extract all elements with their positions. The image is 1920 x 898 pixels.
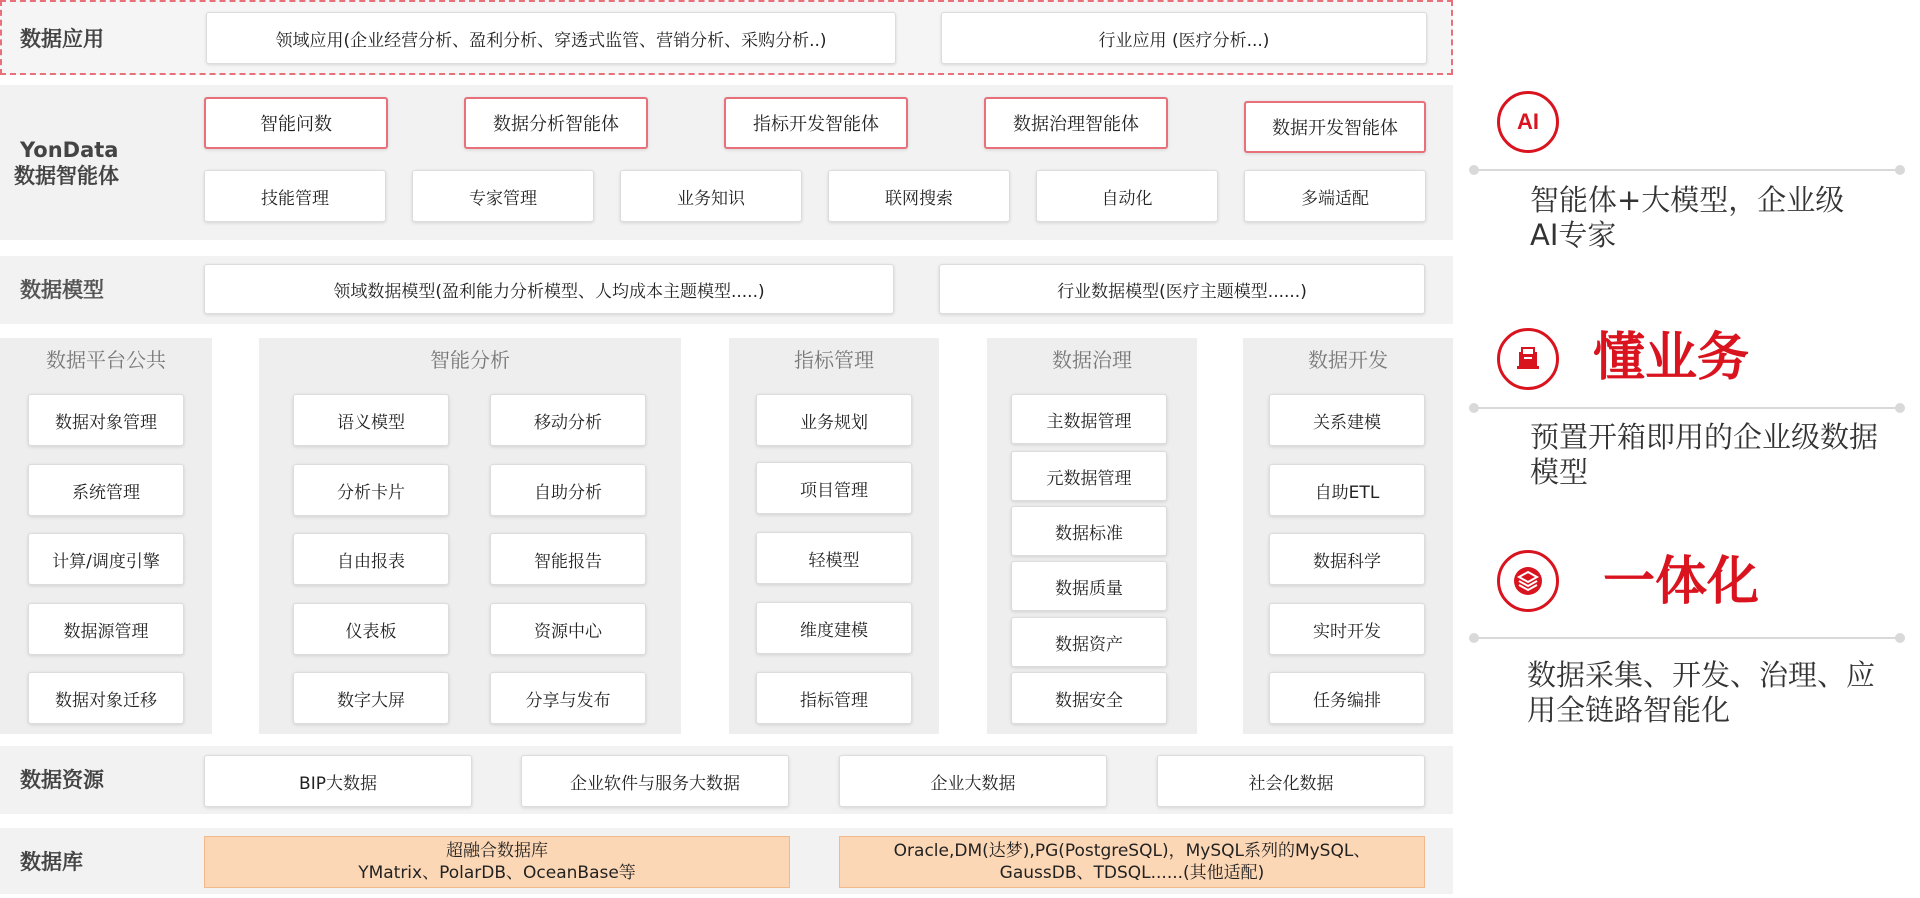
layer-label-line2: 数据智能体: [14, 164, 119, 188]
industry-model-box[interactable]: 行业数据模型(医疗主题模型......): [939, 264, 1425, 314]
feature-desc-line1: 数据采集、开发、治理、应: [1527, 658, 1876, 692]
agent-smart-query[interactable]: 智能问数: [204, 97, 388, 149]
analysis-item[interactable]: 分享与发布: [490, 672, 646, 724]
capability-web-search[interactable]: 联网搜索: [828, 170, 1010, 222]
dev-item[interactable]: 实时开发: [1269, 603, 1425, 655]
platform-item[interactable]: 计算/调度引擎: [28, 533, 184, 585]
metric-item[interactable]: 轻模型: [756, 532, 912, 584]
analysis-item[interactable]: 智能报告: [490, 533, 646, 585]
governance-item[interactable]: 数据标准: [1011, 506, 1167, 556]
platform-item[interactable]: 系统管理: [28, 464, 184, 516]
layers-icon-glyph: [1511, 564, 1545, 598]
feature-desc-line2: 用全链路智能化: [1527, 693, 1731, 727]
governance-item[interactable]: 数据安全: [1011, 672, 1167, 724]
platform-item[interactable]: 数据对象管理: [28, 394, 184, 446]
layer-label: 数据资源: [20, 768, 104, 792]
column-title: 数据平台公共: [46, 348, 166, 372]
column-title: 数据治理: [1052, 348, 1132, 372]
analysis-item[interactable]: 数字大屏: [293, 672, 449, 724]
divider-dot-right: [1895, 633, 1905, 643]
platform-item[interactable]: 数据源管理: [28, 603, 184, 655]
column-title: 指标管理: [794, 348, 874, 372]
layer-data-resource: [0, 746, 1453, 814]
governance-item[interactable]: 元数据管理: [1011, 451, 1167, 501]
analysis-item[interactable]: 仪表板: [293, 603, 449, 655]
database-adapted-box[interactable]: Oracle,DM(达梦),PG(PostgreSQL)，MySQL系列的MySQL、 GaussDB、TDSQL......(其他适配): [839, 836, 1425, 888]
divider-dot-right: [1895, 403, 1905, 413]
agent-data-dev[interactable]: 数据开发智能体: [1244, 101, 1426, 153]
governance-item[interactable]: 主数据管理: [1011, 394, 1167, 444]
analysis-item[interactable]: 资源中心: [490, 603, 646, 655]
analysis-item[interactable]: 移动分析: [490, 394, 646, 446]
feature-title: 懂业务: [1593, 328, 1750, 388]
column-data-governance: [987, 338, 1197, 734]
dev-item[interactable]: 自助ETL: [1269, 464, 1425, 516]
divider-dot-left: [1469, 165, 1479, 175]
governance-item[interactable]: 数据资产: [1011, 617, 1167, 667]
divider-line: [1474, 637, 1900, 639]
column-title: 智能分析: [430, 348, 510, 372]
ai-icon: [1497, 91, 1559, 153]
analysis-item[interactable]: 自助分析: [490, 464, 646, 516]
dev-item[interactable]: 任务编排: [1269, 672, 1425, 724]
agent-data-governance[interactable]: 数据治理智能体: [984, 97, 1168, 149]
dev-item[interactable]: 关系建模: [1269, 394, 1425, 446]
governance-item[interactable]: 数据质量: [1011, 561, 1167, 611]
resource-item[interactable]: 社会化数据: [1157, 755, 1425, 807]
analysis-item[interactable]: 语义模型: [293, 394, 449, 446]
industry-application-box[interactable]: 行业应用 (医疗分析...): [941, 12, 1427, 64]
capability-business-knowledge[interactable]: 业务知识: [620, 170, 802, 222]
domain-application-box[interactable]: 领域应用(企业经营分析、盈利分析、穿透式监管、营销分析、采购分析..): [206, 12, 896, 64]
agent-data-analysis[interactable]: 数据分析智能体: [464, 97, 648, 149]
metric-item[interactable]: 维度建模: [756, 602, 912, 654]
book-icon: [1497, 328, 1559, 390]
column-metric-management: [729, 338, 939, 734]
feature-desc-line2: 模型: [1530, 455, 1589, 489]
layer-label-line1: YonData: [20, 138, 119, 162]
layer-label: 数据模型: [20, 278, 104, 302]
divider-dot-left: [1469, 403, 1479, 413]
feature-desc-line1: 预置开箱即用的企业级数据: [1530, 420, 1879, 454]
metric-item[interactable]: 指标管理: [756, 672, 912, 724]
analysis-item[interactable]: 分析卡片: [293, 464, 449, 516]
layer-label: 数据库: [20, 850, 83, 874]
book-icon-glyph: [1513, 344, 1543, 374]
metric-item[interactable]: 项目管理: [756, 462, 912, 514]
capability-skill-management[interactable]: 技能管理: [204, 170, 386, 222]
ai-icon-text: AI: [1517, 109, 1539, 134]
layer-database: [0, 828, 1453, 894]
layers-icon: [1497, 550, 1559, 612]
column-smart-analysis: [259, 338, 681, 734]
divider-dot-right: [1895, 165, 1905, 175]
resource-item[interactable]: BIP大数据: [204, 755, 472, 807]
capability-automation[interactable]: 自动化: [1036, 170, 1218, 222]
column-title: 数据开发: [1308, 348, 1388, 372]
divider-line: [1474, 169, 1900, 171]
platform-item[interactable]: 数据对象迁移: [28, 672, 184, 724]
analysis-item[interactable]: 自由报表: [293, 533, 449, 585]
dev-item[interactable]: 数据科学: [1269, 533, 1425, 585]
capability-expert-management[interactable]: 专家管理: [412, 170, 594, 222]
capability-multi-device[interactable]: 多端适配: [1244, 170, 1426, 222]
metric-item[interactable]: 业务规划: [756, 394, 912, 446]
resource-item[interactable]: 企业软件与服务大数据: [521, 755, 789, 807]
layer-data-agent: [0, 85, 1453, 240]
feature-title: 一体化: [1603, 552, 1760, 612]
feature-desc-line1: 智能体+大模型，企业级: [1530, 183, 1845, 217]
resource-item[interactable]: 企业大数据: [839, 755, 1107, 807]
database-hyperconverged-box[interactable]: 超融合数据库 YMatrix、PolarDB、OceanBase等: [204, 836, 790, 888]
feature-desc-line2: AI专家: [1530, 218, 1617, 252]
layer-label: 数据应用: [20, 27, 104, 51]
agent-metric-dev[interactable]: 指标开发智能体: [724, 97, 908, 149]
layer-data-application: [0, 0, 1453, 75]
column-data-development: [1243, 338, 1453, 734]
divider-line: [1474, 407, 1900, 409]
column-platform-common: [0, 338, 212, 734]
domain-model-box[interactable]: 领域数据模型(盈利能力分析模型、人均成本主题模型.....): [204, 264, 894, 314]
layer-data-model: [0, 256, 1453, 324]
divider-dot-left: [1469, 633, 1479, 643]
